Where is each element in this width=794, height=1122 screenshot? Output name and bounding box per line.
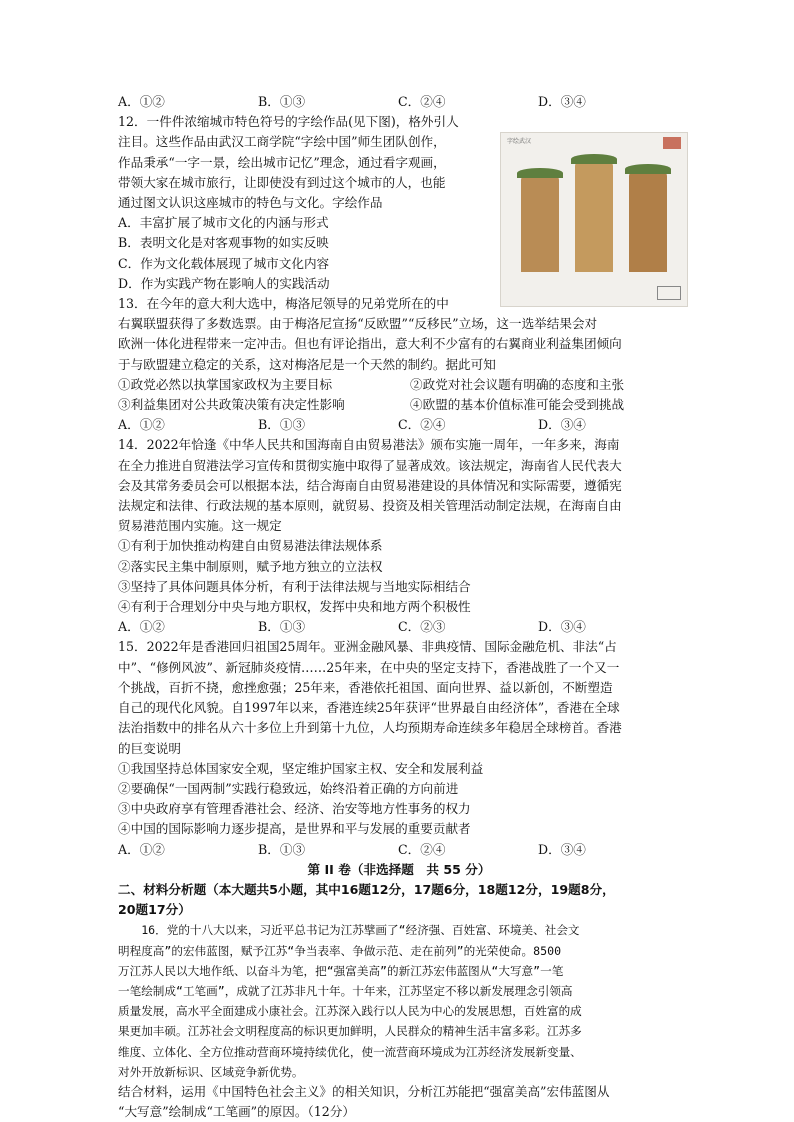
text-line: 自己的现代化风貌。自1997年以来，香港连续25年获评“世界最自由经济体”，香港在全球 (118, 700, 620, 716)
section-heading: 二、材料分析题（本大题共5小题，其中16题12分，17题6分，18题12分，19题8分， (118, 881, 615, 897)
question-14 (118, 435, 680, 637)
item: ④欧盟的基本价值标准可能会受到挑战 (410, 397, 625, 413)
q13-options (118, 415, 680, 435)
text-line: 带领大家在城市旅行，让即使没有到过这个城市的人，也能 (118, 174, 446, 190)
question-13 (118, 294, 680, 435)
character-drawing-3 (629, 172, 667, 272)
item: ③利益集团对公共政策决策有决定性影响 (118, 397, 345, 413)
text-line: 于与欧盟建立稳定的关系，这对梅洛尼是一个天然的制约。据此可知 (118, 356, 496, 372)
text-line: 14．2022年恰逢《中华人民共和国海南自由贸易港法》颁布实施一周年，一年多来，海南 (118, 437, 620, 453)
section-title: 第 II 卷（非选择题 共 55 分） (307, 861, 491, 877)
material-line: 万江苏人民以大地作纸、以奋斗为笔，把“强富美高”的新江苏宏伟蓝图从“大写意”一笔 (118, 963, 564, 978)
option: C．②③ (398, 619, 446, 635)
item: ②政党对社会议题有明确的态度和主张 (410, 376, 625, 392)
text-line: 在全力推进自贸港法学习宣传和贯彻实施中取得了显著成效。该法规定，海南省人民代表大 (118, 457, 622, 473)
text-line: 作品秉承“一字一景，绘出城市记忆”理念，通过看字观画， (118, 154, 446, 170)
option: A．①② (118, 417, 165, 433)
option: C．②④ (398, 417, 446, 433)
section-heading: 20题17分） (118, 902, 191, 918)
item: ④中国的国际影响力逐步提高，是世界和平与发展的重要贡献者 (118, 821, 471, 837)
text-line: 个挑战，百折不挠，愈挫愈强；25年来，香港依托祖国、面向世界、益以新创，不断塑造 (118, 679, 613, 695)
choice: D．作为实践产物在影响人的实践活动 (118, 275, 330, 291)
character-drawing-2 (575, 162, 613, 272)
question-12 (118, 112, 680, 294)
option: D．③④ (538, 94, 586, 109)
material-line: 维度、立体化、全方位推动营商环境持续优化，使一流营商环境成为江苏经济发展新变量、 (118, 1044, 582, 1059)
option: D．③④ (538, 619, 586, 635)
item: ②落实民主集中制原则，赋予地方独立的立法权 (118, 558, 383, 574)
item-row (118, 375, 680, 395)
item: ①政党必然以执掌国家政权为主要目标 (118, 376, 333, 392)
material-line: 果更加丰硕。江苏社会文明程度高的标识更加鲜明，人民群众的精神生活丰富多彩。江苏多 (118, 1024, 582, 1039)
text-line: 右翼联盟获得了多数选票。由于梅洛尼宣扬“反欧盟”“反移民”立场，这一选举结果会对 (118, 316, 598, 332)
option: B．①③ (258, 841, 306, 857)
option: D．③④ (538, 417, 586, 433)
text-line: 法治指数中的排名从六十多位上升到第十九位，人均预期寿命连续多年稳居全球榜首。香港 (118, 720, 622, 736)
item-row (118, 395, 680, 415)
material-line: 一笔绘制成“工笔画”，成就了江苏非凡十年。十年来，江苏坚定不移以新发展理念引领高 (118, 983, 573, 998)
q15-options (118, 840, 680, 860)
option: A．①② (118, 94, 165, 109)
text-line: 会及其常务委员会可以根据本法，结合海南自由贸易港建设的具体情况和实际需要，遵循宪 (118, 477, 622, 493)
text-line: 贸易港范围内实施。这一规定 (118, 518, 282, 534)
text-line: 15．2022年是香港回归祖国25周年。亚洲金融风暴、非典疫情、国际金融危机、非法“占 (118, 639, 617, 655)
question-16 (118, 920, 680, 1122)
option: D．③④ (538, 841, 586, 857)
roof-shape (625, 164, 671, 174)
option: A．①② (118, 841, 165, 857)
option: B．①③ (258, 417, 306, 433)
material-line: 对外开放新标识、区域竞争新优势。 (118, 1064, 304, 1079)
text-line: 欧洲一体化进程带来一定冲击。但也有评论指出，意大利不少富有的右翼商业利益集团倾向 (118, 336, 622, 352)
q11-options (118, 92, 680, 112)
q14-options (118, 617, 680, 637)
option: A．①② (118, 619, 165, 635)
word-painting-figure (500, 132, 688, 307)
item: ④有利于合理划分中央与地方职权，发挥中央和地方两个积极性 (118, 599, 471, 615)
text-line: 12．一件件浓缩城市特色符号的字绘作品(见下图)，格外引人 (118, 114, 459, 130)
seal-mark (663, 137, 681, 149)
question-line: 结合材料，运用《中国特色社会主义》的相关知识，分析江苏能把“强富美高”宏伟蓝图从 (118, 1083, 610, 1099)
question-15 (118, 637, 680, 859)
option: C．②④ (398, 94, 446, 109)
stamp-mark (657, 286, 681, 300)
text-line: 13．在今年的意大利大选中，梅洛尼领导的兄弟党所在的中 (118, 296, 449, 312)
material-line: 质量发展，高水平全面建成小康社会。江苏深入践行以人民为中心的发展思想，百姓富的成 (118, 1004, 582, 1019)
choice: A．丰富扩展了城市文化的内涵与形式 (118, 215, 329, 231)
text-line: 法规定和法律、行政法规的基本原则，就贸易、投资及相关管理活动制定法规，在海南自由 (118, 498, 622, 514)
item: ③坚持了具体问题具体分析，有利于法律法规与当地实际相结合 (118, 578, 471, 594)
item: ①我国坚持总体国家安全观，坚定维护国家主权、安全和发展利益 (118, 760, 484, 776)
choice: B．表明文化是对客观事物的如实反映 (118, 235, 329, 251)
roof-shape (571, 154, 617, 164)
option: C．②④ (398, 841, 446, 857)
exam-page (118, 92, 680, 1122)
character-drawing-1 (521, 176, 559, 272)
item: ②要确保“一国两制”实践行稳致远，始终沿着正确的方向前进 (118, 780, 459, 796)
item: ①有利于加快推动构建自由贸易港法律法规体系 (118, 538, 383, 554)
material-line: 明程度高”的宏伟蓝图，赋予江苏“争当表率、争做示范、走在前列”的光荣使命。8500 (118, 943, 562, 958)
text-line: 中”、“修例风波”、新冠肺炎疫情……25年来，在中央的坚定支持下，香港战胜了一个又一 (118, 659, 620, 675)
question-line: “大写意”绘制成“工笔画”的原因。（12分） (118, 1104, 355, 1120)
text-line: 的巨变说明 (118, 740, 181, 756)
roof-shape (517, 168, 563, 178)
material-line: 16．党的十八大以来，习近平总书记为江苏擘画了“经济强、百姓富、环境美、社会文 (141, 923, 580, 938)
option: B．①③ (258, 94, 306, 109)
item: ③中央政府享有管理香港社会、经济、治安等地方性事务的权力 (118, 801, 471, 817)
text-line: 通过图文认识这座城市的特色与文化。字绘作品 (118, 195, 383, 211)
text-line: 注目。这些作品由武汉工商学院“字绘中国”师生团队创作， (118, 134, 446, 150)
option: B．①③ (258, 619, 306, 635)
choice: C．作为文化载体展现了城市文化内容 (118, 255, 330, 271)
figure-badge: 字绘武汉 (507, 138, 532, 146)
